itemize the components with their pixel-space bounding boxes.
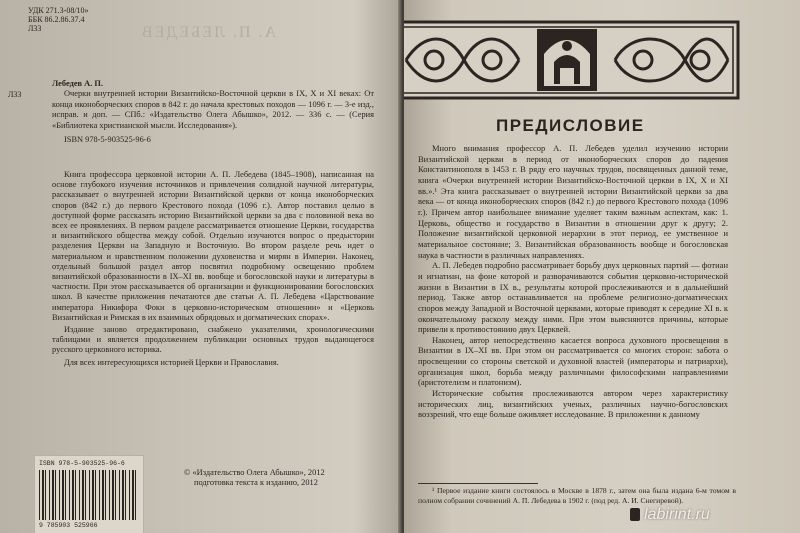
bleed-through-heading: А. П. ЛЕБЕДЕВ [140, 24, 277, 41]
preface-paragraph: Исторические события прослеживаются автором через характеристику исторических лиц, византийских ученых, различных научно-богословских воззрений, что еще больше оживляет исследование. В приложении к данному [418, 388, 728, 420]
watermark: labirint.ru [644, 506, 710, 523]
author-name: Лебедев А. П. [52, 79, 103, 88]
bibliographic-record [52, 79, 374, 145]
l33-code: Л33 [28, 24, 42, 33]
preface-paragraph: А. П. Лебедев подробно рассматривает борьбу двух церковных партий — фотиан и игнатиан, на фоне которой и разворачиваются события церковно-исторической жизни в Византии в IX в., результаты которой прослеживаются и в дальнейший период. Также автор останавливается на проблеме религиозно-догматических споров между Западной и Восточной церквами, которые приводят к середине XI в. к окончательному расколу между ними. При этом выясняются причины, которые привели к противостоянию двух Церквей. [418, 260, 728, 335]
annotation-paragraph: Для всех интересующихся историей Церкви и Православия. [64, 357, 279, 367]
classification-codes [28, 6, 89, 33]
udk-code: УДК 271.3-08/10» [28, 6, 89, 15]
copyright-line: © «Издательство Олега Абышко», 2012 [184, 468, 325, 477]
annotation-paragraph: Издание заново отредактировано, снабжено указателями, хронологическими таблицами и является продолжением публикации основных трудов выдающегося русского церковного историка. [52, 325, 374, 355]
ornamental-header-icon [404, 20, 740, 100]
footnote: ¹ Первое издание книги состоялось в Москве в 1878 г., затем она была издана 6-м томом в полном собрании сочинений А. П. Лебедева в 1902 г. (под ред. А. И. Снегиревой). [418, 486, 736, 505]
footnote-divider [418, 483, 538, 484]
isbn-line: ISBN 978-5-903525-96-6 [64, 135, 151, 145]
labirint-logo-icon [630, 508, 640, 521]
bbk-code: ББК 86.2.86.37.4 [28, 15, 85, 24]
copyright-line: подготовка текста к изданию, 2012 [194, 478, 318, 487]
church-emblem-icon [537, 29, 597, 91]
right-page [404, 0, 800, 533]
author-mark: Л33 [8, 90, 22, 99]
annotation-paragraph: Книга профессора церковной истории А. П. Лебедева (1845–1908), написанная на основе глубокого изучения источников и привлечения солидной научной литературы, рассказывает о внутренней истории Византийской церкви от конца иконоборческих споров (842 г.) до первого Крестового похода (1096 г.). Автор поставил целью в доступной форме рассказать историю Византийской церкви за два с половиной века во всех ее проявлениях. В первом разделе рассматривается отношение Церкви, государства и византийского общества между собой. Отдельно изучаются вопрос о предыстории разделения Церкви на Западную и Восточную. Во втором разделе речь идет о материальном и нравственном положении духовенства и мирян в Империи. Наконец, отдельный большой раздел автор посвятил подробному освещению проблем византийской образованности в IX–XI вв. вообще и богословской науки и литературы в частности. При этом рассказывается об организации и функционировании богословских школ. В качестве приложения печатаются две статьи А. П. Лебедева «Царствование императора Никифора Фоки в церковно-историческом отношении» и «Церковь Византийская и Римская в их взаимных обрядовых и догматических спорах». [52, 170, 374, 322]
barcode-block [34, 455, 144, 533]
preface-body [418, 143, 728, 420]
bibliographic-description: Очерки внутренней истории Византийско-Восточной церкви в IX, X и XI веках: От конца иконоборческих споров в 842 г. до начала крестовых походов — 1096 г. — 3-е изд., исправ. и доп. — СПб.: «Издательство Олега Абышко», 2012. — 336 с. — (Серия «Библиотека христианской мысли. Исследования»). [52, 89, 374, 130]
copyright-block [14, 468, 389, 488]
annotation [52, 170, 374, 370]
preface-paragraph: Наконец, автор непосредственно касается вопроса духовного просвещения в Византии в IX–XI вв. При этом он рассматривается со многих сторон: забота о просвещении со стороны светской и духовной властей (императоры и патриархи), организация школ, борьба между различными философскими направлениями (аристотелизм и платонизм). [418, 334, 728, 388]
barcode-digits: 9 785903 525966 [39, 522, 98, 529]
barcode-isbn: ISBN 978-5-903525-96-6 [39, 460, 125, 467]
preface-paragraph: Много внимания профессор А. П. Лебедев уделил изучению истории Византийской церкви в период от иконоборческих споров до падения Константинополя в 1453 г. В ряду его научных трудов, посвященных данной теме, книга «Очерки внутренней истории Византийско-Восточной церкви в IX, X и XI вв.».¹ Эта книга рассказывает о внутренней истории Византийской церкви за два века — от конца иконоборческих споров (842 г.) до первого Крестового похода (1096 г.). Причем автор наибольшее внимание уделяет таким важным аспектам, как: 1. Церковь, общество и государство в Византии в отношении друг к другу; 2. Положение византийской церковной иерархии в этот период, ее умственное и материальное состояние; 3. Византийская образованность вообще и богословская наука в частности в различных направлениях. [418, 143, 728, 260]
page-title: ПРЕДИСЛОВИЕ [496, 116, 645, 135]
